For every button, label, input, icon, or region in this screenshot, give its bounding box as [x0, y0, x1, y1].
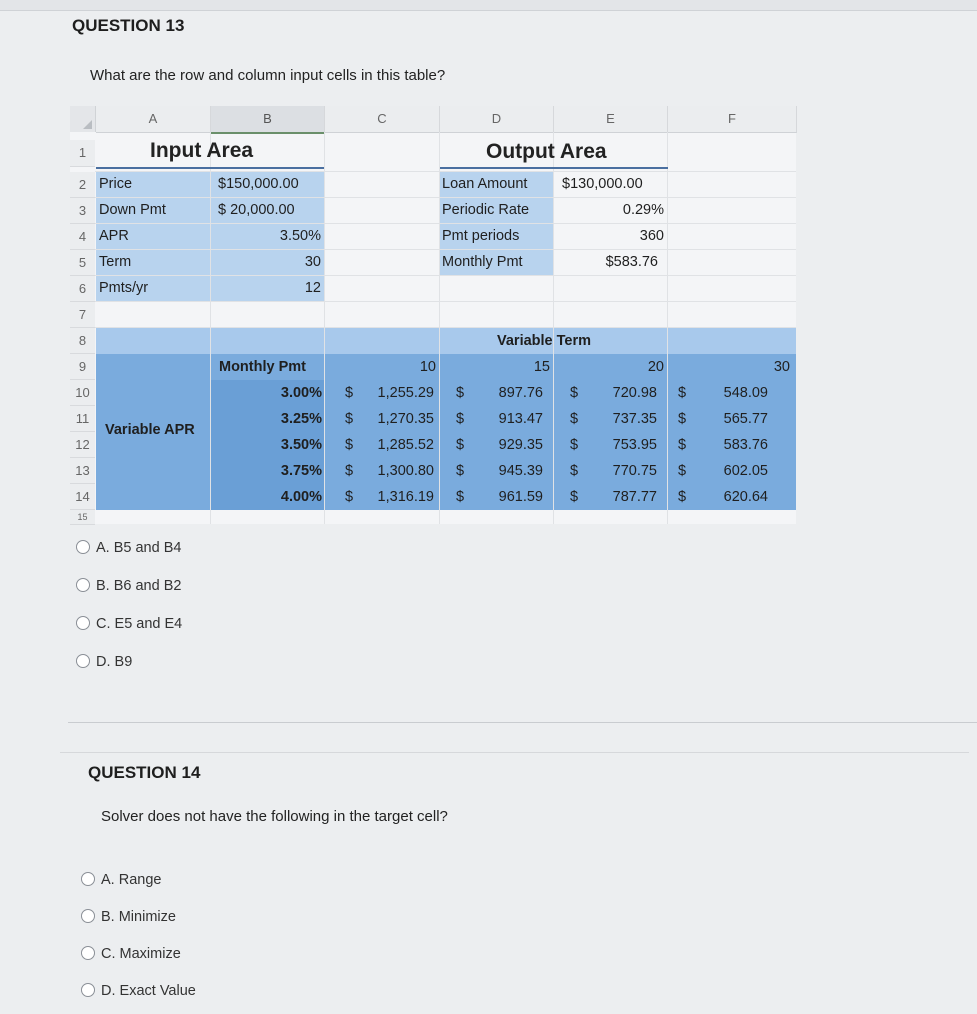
currency-symbol: $	[570, 463, 579, 479]
row-header-7: 7	[70, 302, 95, 328]
input-value-term: 30	[304, 254, 321, 270]
table-cell: 583.76	[723, 437, 768, 453]
radio-icon[interactable]	[76, 654, 90, 668]
output-label-periodic-rate: Periodic Rate	[442, 202, 530, 218]
q13-option-a[interactable]	[76, 540, 181, 556]
radio-icon[interactable]	[76, 540, 90, 554]
output-value-loan-amount: $130,000.00	[562, 176, 643, 192]
input-label-down-pmt: Down Pmt	[99, 202, 166, 218]
table-cell: 1,300.80	[377, 463, 434, 479]
table-cell: 620.64	[723, 489, 768, 505]
output-value-periodic-rate: 0.29%	[622, 202, 664, 218]
q13-option-d[interactable]	[76, 654, 132, 670]
top-border	[0, 0, 977, 11]
currency-symbol: $	[456, 385, 465, 401]
term-header-10: 10	[419, 359, 436, 375]
option-label: C. E5 and E4	[96, 616, 183, 632]
table-cell: 565.77	[723, 411, 768, 427]
rate-cell: 3.25%	[280, 411, 322, 427]
col-header-e: E	[554, 106, 668, 133]
option-label: B. B6 and B2	[96, 578, 182, 594]
output-value-pmt-periods: 360	[639, 228, 664, 244]
input-value-pmts-yr: 12	[304, 280, 321, 296]
radio-icon[interactable]	[81, 872, 95, 886]
currency-symbol: $	[345, 437, 354, 453]
q13-option-c[interactable]	[76, 616, 182, 632]
spreadsheet-image	[70, 106, 796, 524]
table-cell: 1,285.52	[377, 437, 434, 453]
currency-symbol: $	[570, 489, 579, 505]
question-14-text: Solver does not have the following in the target cell?	[101, 808, 448, 825]
output-label-loan-amount: Loan Amount	[442, 176, 528, 192]
q14-option-a[interactable]	[81, 872, 161, 888]
currency-symbol: $	[678, 411, 687, 427]
option-label: B. Minimize	[101, 909, 176, 925]
option-label: C. Maximize	[101, 946, 181, 962]
rate-cell: 3.00%	[280, 385, 322, 401]
q14-option-c[interactable]	[81, 946, 181, 962]
input-label-pmts-yr: Pmts/yr	[99, 280, 149, 296]
table-cell: 913.47	[498, 411, 543, 427]
currency-symbol: $	[345, 385, 354, 401]
table-cell: 945.39	[498, 463, 543, 479]
col-header-c: C	[325, 106, 440, 133]
table-cell: 548.09	[723, 385, 768, 401]
radio-icon[interactable]	[76, 578, 90, 592]
col-header-d: D	[440, 106, 554, 133]
table-cell: 602.05	[723, 463, 768, 479]
currency-symbol: $	[345, 411, 354, 427]
input-label-apr: APR	[99, 228, 129, 244]
term-header-20: 20	[647, 359, 664, 375]
col-header-b: B	[211, 106, 325, 134]
table-cell: 720.98	[612, 385, 657, 401]
table-cell: 961.59	[498, 489, 543, 505]
question-13-title: QUESTION 13	[72, 16, 185, 35]
input-area-title: Input Area	[150, 139, 254, 162]
term-header-15: 15	[533, 359, 550, 375]
grid-line	[95, 275, 796, 276]
row-header-1: 1	[70, 140, 95, 167]
currency-symbol: $	[570, 437, 579, 453]
q14-option-d[interactable]	[81, 983, 196, 999]
table-cell: 929.35	[498, 437, 543, 453]
input-area-underline	[96, 167, 324, 169]
option-label: A. B5 and B4	[96, 540, 182, 556]
row-header-8: 8	[70, 328, 95, 354]
table-cell: 787.77	[612, 489, 657, 505]
row-header-14: 14	[70, 484, 95, 510]
question-14-title: QUESTION 14	[88, 763, 201, 782]
table-cell: 1,316.19	[377, 489, 434, 505]
table-cell: 897.76	[498, 385, 543, 401]
data-table-fill	[96, 354, 796, 510]
select-all-corner	[70, 106, 96, 132]
currency-symbol: $	[570, 385, 579, 401]
input-value-down-pmt: $ 20,000.00	[218, 202, 295, 218]
input-label-term: Term	[99, 254, 132, 270]
output-label-monthly-pmt: Monthly Pmt	[442, 254, 523, 270]
table-cell: 1,255.29	[377, 385, 434, 401]
question-13-text: What are the row and column input cells in this table?	[90, 67, 446, 84]
currency-symbol: $	[570, 411, 579, 427]
rate-cell: 3.50%	[280, 437, 322, 453]
row-header-9: 9	[70, 354, 95, 380]
table-cell: 753.95	[612, 437, 657, 453]
option-label: D. Exact Value	[101, 983, 196, 999]
currency-symbol: $	[456, 437, 465, 453]
input-value-apr: 3.50%	[279, 228, 321, 244]
option-label: A. Range	[101, 872, 162, 888]
grid-line	[95, 301, 796, 302]
rate-cell: 4.00%	[280, 489, 322, 505]
input-value-price: $150,000.00	[218, 176, 299, 192]
output-label-pmt-periods: Pmt periods	[442, 228, 520, 244]
table-cell: 1,270.35	[377, 411, 434, 427]
monthly-pmt-label: Monthly Pmt	[219, 359, 306, 375]
row-header-11: 11	[70, 406, 95, 432]
grid-line	[95, 223, 796, 224]
question-divider	[60, 752, 969, 753]
currency-symbol: $	[456, 411, 465, 427]
row-header-2: 2	[70, 172, 95, 198]
row-header-12: 12	[70, 432, 95, 458]
col-header-f: F	[668, 106, 797, 133]
output-value-monthly-pmt: $583.76	[605, 254, 658, 270]
grid-line	[95, 249, 796, 250]
rate-cell: 3.75%	[280, 463, 322, 479]
row-header-13: 13	[70, 458, 95, 484]
q13-option-b[interactable]	[76, 578, 181, 594]
variable-apr-label: Variable APR	[105, 422, 195, 438]
input-label-price: Price	[99, 176, 133, 192]
row-header-4: 4	[70, 224, 95, 250]
currency-symbol: $	[345, 463, 354, 479]
table-header-fill	[96, 328, 796, 354]
table-cell: 770.75	[612, 463, 657, 479]
option-label: D. B9	[96, 654, 133, 670]
row-header-6: 6	[70, 276, 95, 302]
currency-symbol: $	[678, 489, 687, 505]
currency-symbol: $	[456, 489, 465, 505]
grid-line	[95, 171, 796, 172]
table-cell: 737.35	[612, 411, 657, 427]
radio-icon[interactable]	[81, 909, 95, 923]
radio-icon[interactable]	[76, 616, 90, 630]
grid-line	[95, 197, 796, 198]
q14-option-b[interactable]	[81, 909, 176, 925]
currency-symbol: $	[678, 463, 687, 479]
grid-line	[95, 327, 796, 328]
currency-symbol: $	[678, 437, 687, 453]
row-header-3: 3	[70, 198, 95, 224]
term-header-30: 30	[773, 359, 790, 375]
question-divider	[68, 722, 977, 723]
currency-symbol: $	[456, 463, 465, 479]
row-header-10: 10	[70, 380, 95, 406]
output-area-underline	[440, 167, 668, 169]
variable-term-label: Variable Term	[497, 333, 592, 349]
radio-icon[interactable]	[81, 983, 95, 997]
row-header-5: 5	[70, 250, 95, 276]
row-header-15: 15	[70, 510, 95, 525]
radio-icon[interactable]	[81, 946, 95, 960]
currency-symbol: $	[678, 385, 687, 401]
output-area-title: Output Area	[486, 140, 607, 163]
col-header-a: A	[96, 106, 211, 133]
currency-symbol: $	[345, 489, 354, 505]
